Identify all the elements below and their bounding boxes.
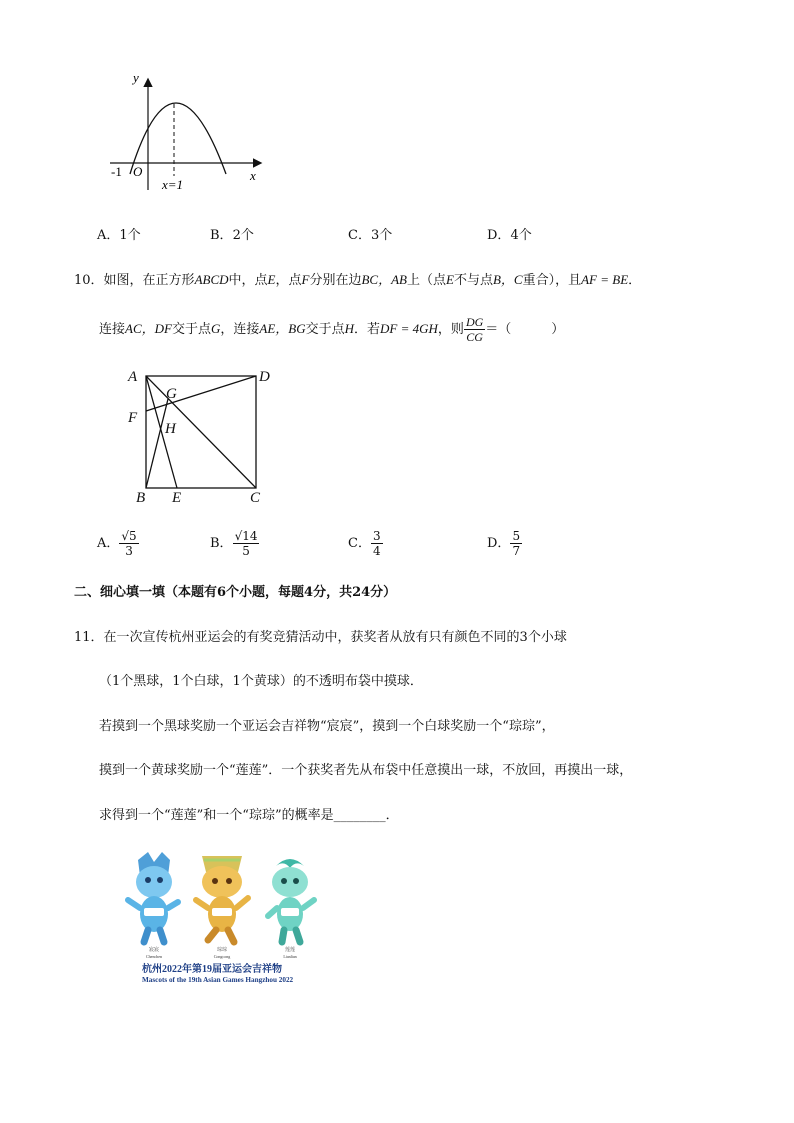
- mascots-image: [124, 850, 334, 986]
- mascot-congcong: [196, 856, 248, 942]
- label-h: H: [165, 421, 176, 437]
- ratio-fraction: $\frac{DG}{CG}$: [465, 315, 484, 344]
- mascot-chenchen: [128, 852, 178, 942]
- y-label: y: [133, 70, 139, 85]
- mascot-name-lianlian: 莲莲: [284, 948, 296, 953]
- label-g: G: [166, 386, 177, 402]
- mascot-name-congcong: 琮琮: [216, 948, 228, 953]
- q11-line1: 11．在一次宣传杭州亚运会的有奖竞猜活动中，获奖者从放有只有颜色不同的3个小球: [74, 630, 567, 645]
- mascot-en-congcong: Congcong: [213, 954, 231, 959]
- q11-line3: 若摸到一个黑球奖励一个亚运会吉祥物“宸宸”，摸到一个白球奖励一个“琮琮”，: [99, 719, 555, 734]
- mascot-en-chenchen: Chenchen: [146, 954, 162, 959]
- mascot-en-lianlian: Lianlian: [283, 954, 297, 959]
- mascot-lianlian: [268, 859, 314, 942]
- q10-option-d[interactable]: D． $\frac{5}{7}$: [487, 529, 521, 558]
- q10-line1: 10．如图，在正方形ABCD中，点E，点F分别在边BC，AB上（点E不与点B，C重合），且AF = BE．: [74, 272, 642, 288]
- q11-line2: （1个黑球，1个白球，1个黄球）的不透明布袋中摸球．: [99, 674, 423, 689]
- q9-option-b[interactable]: B．2个: [210, 228, 254, 243]
- origin-label: O: [133, 164, 143, 179]
- label-f: F: [128, 410, 138, 426]
- root-label: -1: [111, 164, 122, 179]
- section-title: 二、细心填一填（本题有6个小题，每题4分，共24分）: [74, 585, 397, 600]
- label-d: D: [259, 369, 270, 385]
- q10-line2: 连接AC，DF交于点G，连接AE，BG交于点H．若DF = 4GH，则 $\frac{DG}{CG}$ ＝（ ）: [99, 315, 565, 344]
- q9-option-a[interactable]: A．1个: [97, 228, 141, 243]
- symmetry-label: x=1: [162, 177, 184, 192]
- q11-line5: 求得到一个“莲莲”和一个“琮琮”的概率是________．: [99, 808, 399, 823]
- x-label: x: [250, 168, 256, 183]
- label-b: B: [136, 490, 146, 506]
- square-figure: [122, 362, 282, 510]
- q10-option-c[interactable]: C． $\frac{3}{4}$: [348, 529, 381, 558]
- label-c: C: [250, 490, 261, 506]
- q11-line4: 摸到一个黄球奖励一个“莲莲”．一个获奖者先从布袋中任意摸出一球，不放回，再摸出一球，: [99, 763, 633, 778]
- q9-option-c[interactable]: C．3个: [348, 228, 393, 243]
- label-a: A: [128, 369, 138, 385]
- mascot-caption-en: Mascots of the 19th Asian Games Hangzhou 2022: [142, 976, 294, 984]
- mascot-caption-cn: 杭州2022年第19届亚运会吉祥物: [142, 964, 282, 975]
- q10-option-b[interactable]: B． $\frac{√14}{5}$: [210, 529, 258, 558]
- label-e: E: [172, 490, 182, 506]
- q9-option-d[interactable]: D．4个: [487, 228, 532, 243]
- line-ac: [146, 376, 256, 488]
- parabola-graph: [108, 68, 268, 194]
- q10-option-a[interactable]: A． $\frac{√5}{3}$: [97, 529, 137, 558]
- mascot-name-chenchen: 宸宸: [148, 948, 160, 953]
